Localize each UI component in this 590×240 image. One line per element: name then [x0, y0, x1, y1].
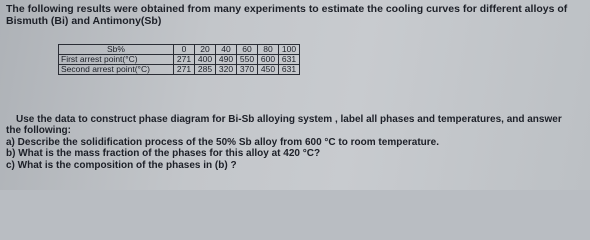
header-label-cell: Sb% [59, 45, 174, 55]
intro-text [6, 3, 566, 27]
row-label-cell: Second arrest point(°C) [59, 65, 174, 75]
header-cell: 20 [195, 45, 216, 55]
header-cell: 60 [237, 45, 258, 55]
table-row [59, 55, 300, 65]
table-cell: 631 [279, 55, 300, 65]
instruction-line-2: the following: [6, 125, 71, 137]
question-c: c) What is the composition of the phases in (b) ? [6, 159, 237, 171]
instruction-line-1: Use the data to construct phase diagram for Bi-Sb alloying system , label all phases and temperatures, and answer [16, 114, 562, 125]
table-cell: 550 [237, 55, 258, 65]
table-cell: 631 [279, 65, 300, 75]
header-cell: 40 [216, 45, 237, 55]
intro-line-2: Bismuth (Bi) and Antimony(Sb) [6, 15, 162, 27]
table-cell: 370 [237, 65, 258, 75]
table-cell: 450 [258, 65, 279, 75]
data-table [58, 44, 300, 75]
table-header-row [59, 45, 300, 55]
table-cell: 271 [174, 55, 195, 65]
table-row [59, 65, 300, 75]
question-b: b) What is the mass fraction of the phases for this alloy at 420 °C? [6, 148, 321, 160]
row-label-cell: First arrest point(°C) [59, 55, 174, 65]
header-cell: 0 [174, 45, 195, 55]
question-block [6, 114, 581, 171]
question-a: a) Describe the solidification process of the 50% Sb alloy from 600 °C to room temperature. [6, 136, 439, 148]
intro-line-1: The following results were obtained from many experiments to estimate the cooling curves for different alloys of [6, 3, 568, 15]
table-cell: 285 [195, 65, 216, 75]
header-cell: 100 [279, 45, 300, 55]
table-cell: 490 [216, 55, 237, 65]
table-cell: 600 [258, 55, 279, 65]
header-cell: 80 [258, 45, 279, 55]
table-cell: 320 [216, 65, 237, 75]
table-cell: 271 [174, 65, 195, 75]
table-cell: 400 [195, 55, 216, 65]
